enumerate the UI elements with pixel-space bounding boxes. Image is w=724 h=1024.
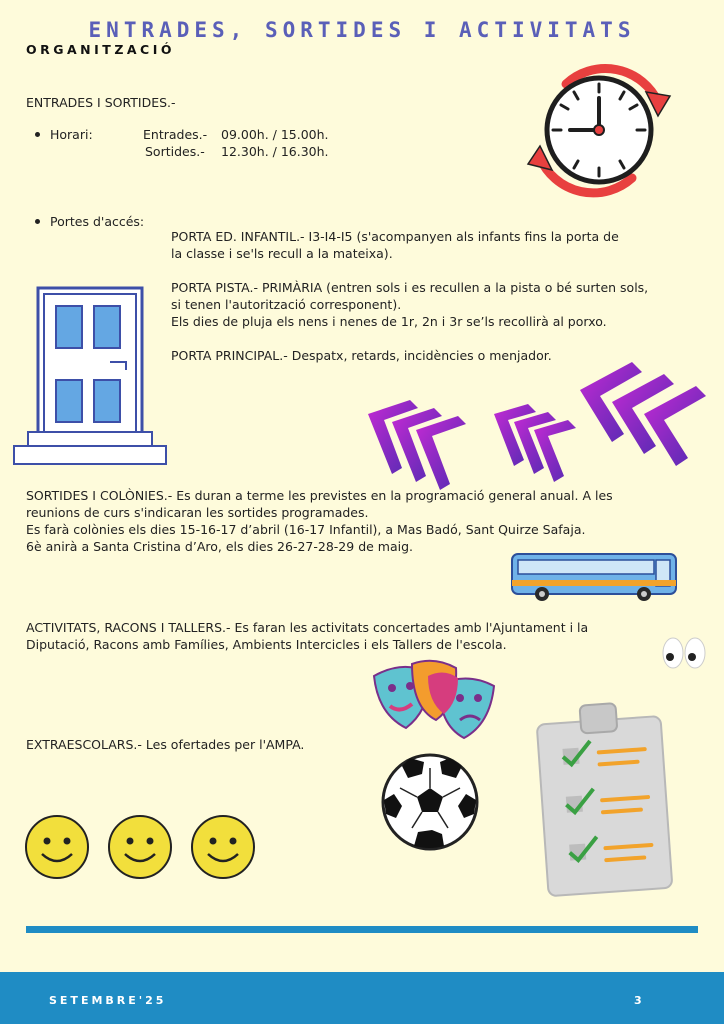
sortides-line-4: 6è anirà a Santa Cristina d’Aro, els dies 26-27-28-29 de maig. xyxy=(26,539,414,554)
horari-label: Horari: xyxy=(50,127,93,142)
entrades-heading: ENTRADES I SORTIDES.- xyxy=(26,95,176,110)
porta-infantil-text-2: la classe i se'ls recull a la mateixa). xyxy=(171,246,393,261)
sortides-value: 12.30h. / 16.30h. xyxy=(221,144,329,159)
porta-infantil-text: PORTA ED. INFANTIL.- I3-I4-I5 (s'acompanyen als infants fins la porta de xyxy=(171,229,619,244)
porta-pista-text: PORTA PISTA.- PRIMÀRIA (entren sols i es recullen a la pista o bé surten sols, xyxy=(171,280,649,295)
chevron-arrows-icon xyxy=(362,360,718,490)
smiley-icon xyxy=(107,814,173,880)
theater-masks-icon xyxy=(372,658,496,740)
portes-label: Portes d'accés: xyxy=(50,214,145,229)
entrades-label: Entrades.- xyxy=(143,127,208,142)
section-heading: ORGANITZACIÓ xyxy=(26,42,176,57)
bullet xyxy=(35,219,40,224)
porta-pista-text-2: si tenen l'autorització corresponent). xyxy=(171,297,402,312)
smiley-icon xyxy=(190,814,256,880)
sortides-line-3: Es farà colònies els dies 15-16-17 d’abril (16-17 Infantil), a Mas Badó, Sant Quirze Safaja. xyxy=(26,522,586,537)
door-icon xyxy=(12,286,168,468)
extraescolars-text: EXTRAESCOLARS.- Les ofertades per l'AMPA. xyxy=(26,737,305,752)
soccer-ball-icon xyxy=(380,752,480,852)
sortides-line-2: reunions de curs s'indicaran les sortides programades. xyxy=(26,505,369,520)
footer-month: SETEMBRE'25 xyxy=(49,994,167,1007)
bullet xyxy=(35,132,40,137)
smiley-icon xyxy=(24,814,90,880)
bus-icon xyxy=(508,550,682,604)
page-number: 3 xyxy=(634,994,642,1007)
sortides-line-1: SORTIDES I COLÒNIES.- Es duran a terme les previstes en la programació general anual. A les xyxy=(26,488,613,503)
divider-rule xyxy=(26,926,698,933)
porta-pista-text-3: Els dies de pluja els nens i nenes de 1r, 2n i 3r se’ls recollirà al porxo. xyxy=(171,314,607,329)
eyes-icon xyxy=(660,636,708,670)
entrades-value: 09.00h. / 15.00h. xyxy=(221,127,329,142)
porta-principal-text: PORTA PRINCIPAL.- Despatx, retards, incidències o menjador. xyxy=(171,348,552,363)
sortides-label: Sortides.- xyxy=(145,144,205,159)
activitats-line-2: Diputació, Racons amb Famílies, Ambients Intercicles i els Tallers de l'escola. xyxy=(26,637,507,652)
clipboard-checklist-icon xyxy=(528,698,684,898)
clock-refresh-icon xyxy=(524,62,674,198)
page-title: ENTRADES, SORTIDES I ACTIVITATS xyxy=(88,18,636,42)
activitats-line-1: ACTIVITATS, RACONS I TALLERS.- Es faran les activitats concertades amb l'Ajuntament i la xyxy=(26,620,589,635)
